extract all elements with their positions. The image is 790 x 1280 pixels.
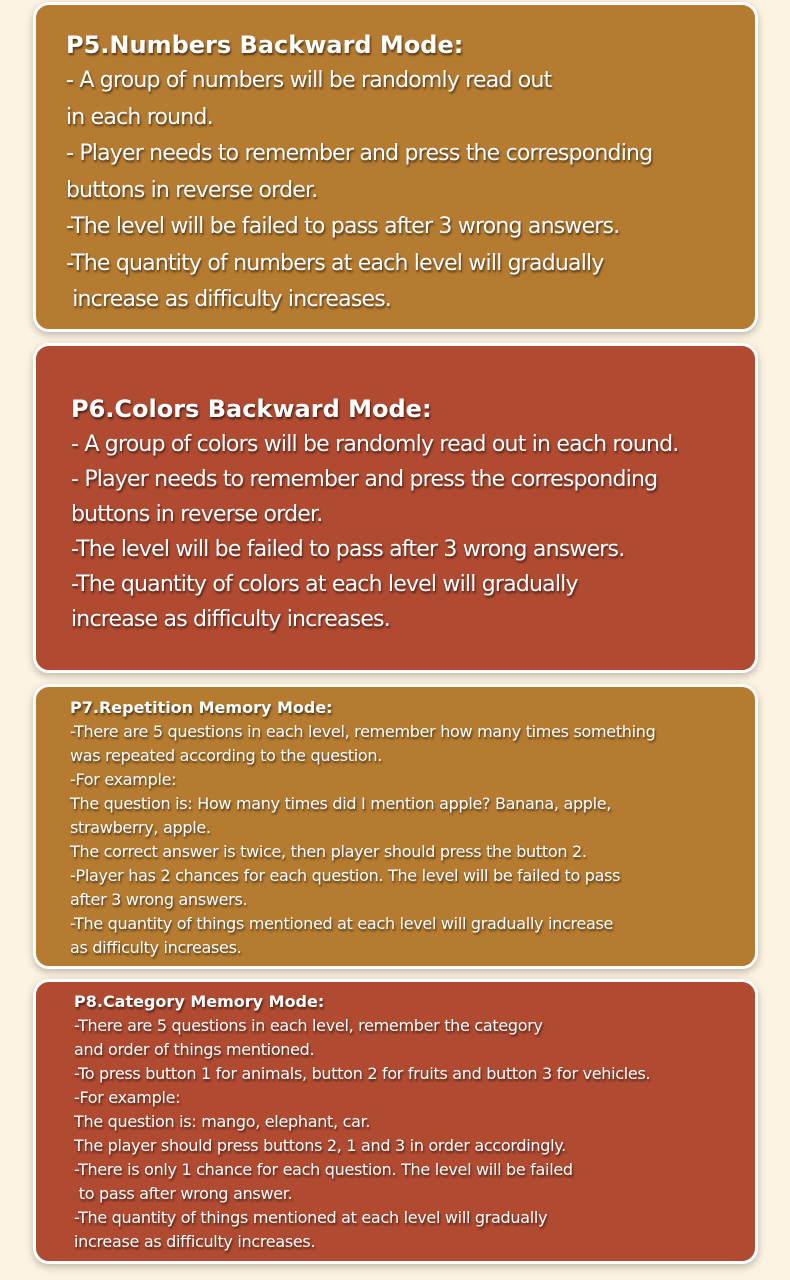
mode-title: P8.Category Memory Mode: — [74, 992, 325, 1011]
description-line: - Player needs to remember and press the corresponding — [71, 467, 658, 492]
mode-card-p5 — [33, 2, 758, 332]
description-line: increase as difficulty increases. — [66, 287, 392, 312]
description-line: -For example: — [74, 1088, 181, 1107]
description-line: increase as difficulty increases. — [74, 1232, 316, 1251]
mode-title: P5.Numbers Backward Mode: — [66, 31, 464, 59]
description-line: -Player has 2 chances for each question. The level will be failed to pass — [70, 866, 621, 885]
description-line: -There are 5 questions in each level, remember how many times something — [70, 722, 656, 741]
mode-card-p6 — [33, 343, 758, 673]
mode-title: P6.Colors Backward Mode: — [71, 395, 432, 423]
description-line: -There is only 1 chance for each question. The level will be failed — [74, 1160, 573, 1179]
description-line: -The level will be failed to pass after 3 wrong answers. — [71, 537, 625, 562]
description-line: - A group of colors will be randomly read out in each round. — [71, 432, 679, 457]
description-line: -The quantity of things mentioned at each level will gradually — [74, 1208, 548, 1227]
description-line: -To press button 1 for animals, button 2 for fruits and button 3 for vehicles. — [74, 1064, 651, 1083]
mode-title: P7.Repetition Memory Mode: — [70, 698, 333, 717]
description-line: and order of things mentioned. — [74, 1040, 315, 1059]
description-line: -The quantity of things mentioned at each level will gradually increase — [70, 914, 614, 933]
description-line: -The quantity of numbers at each level will gradually — [66, 250, 604, 276]
description-line: -The quantity of colors at each level will gradually — [71, 572, 578, 597]
description-line: strawberry, apple. — [70, 818, 211, 837]
description-line: The question is: How many times did I mention apple? Banana, apple, — [70, 794, 612, 813]
description-line: -The level will be failed to pass after 3 wrong answers. — [66, 214, 620, 239]
description-line: -There are 5 questions in each level, remember the category — [74, 1016, 543, 1035]
mode-card-p7 — [33, 684, 758, 969]
description-line: buttons in reverse order. — [66, 177, 318, 203]
description-line: in each round. — [66, 104, 213, 130]
description-line: after 3 wrong answers. — [70, 890, 248, 909]
description-line: as difficulty increases. — [70, 938, 242, 957]
description-line: buttons in reverse order. — [71, 502, 323, 527]
description-line: to pass after wrong answer. — [74, 1184, 293, 1203]
description-line: The question is: mango, elephant, car. — [74, 1112, 371, 1131]
description-line: The correct answer is twice, then player should press the button 2. — [70, 842, 587, 861]
description-line: increase as difficulty increases. — [71, 607, 390, 632]
mode-card-p8 — [33, 979, 758, 1264]
description-line: The player should press buttons 2, 1 and 3 in order accordingly. — [74, 1136, 566, 1155]
description-line: - Player needs to remember and press the corresponding — [66, 141, 653, 166]
description-line: - A group of numbers will be randomly read out — [66, 68, 552, 93]
description-line: was repeated according to the question. — [70, 746, 383, 765]
description-line: -For example: — [70, 770, 177, 789]
